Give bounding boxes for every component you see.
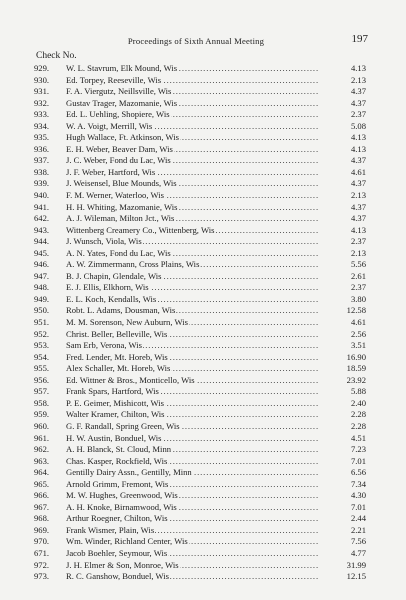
payee-name: A. H. Knoke, Birnamwood, Wis: [66, 501, 177, 512]
check-number: 932.: [34, 97, 50, 108]
payee-name: Ed. L. Uehling, Shopiere, Wis: [66, 109, 170, 120]
check-number: 963.: [34, 455, 50, 466]
list-item: [0, 98, 406, 110]
payee-name-cell: [66, 525, 318, 537]
check-number: 959.: [34, 409, 50, 420]
check-number: 936.: [34, 143, 50, 154]
payee-name-cell: [66, 86, 318, 98]
list-item: [0, 282, 406, 294]
check-number: 951.: [34, 317, 50, 328]
payee-name-cell: [66, 248, 318, 260]
payee-name: Jacob Boehler, Seymour, Wis: [66, 547, 168, 558]
amount: 12.58: [346, 305, 366, 316]
amount: 4.30: [350, 490, 366, 501]
payee-name: Ed. Torpey, Reeseville, Wis: [66, 74, 162, 85]
payee-name: E. J. Ellis, Elkhorn, Wis: [66, 282, 149, 293]
payee-name-cell: [66, 121, 318, 133]
payee-name: E. H. Weber, Beaver Dam, Wis: [66, 143, 173, 154]
payee-name-cell: [66, 317, 318, 329]
list-item: [0, 444, 406, 456]
check-number: 937.: [34, 155, 50, 166]
check-number: 966.: [34, 490, 50, 501]
payee-name: J. C. Weber, Fond du Lac, Wis: [66, 155, 171, 166]
check-number: 938.: [34, 166, 50, 177]
list-item: [0, 167, 406, 179]
payee-name: Sam Erb, Verona, Wis: [66, 340, 142, 351]
check-number: 945.: [34, 247, 50, 258]
amount: 3.80: [350, 293, 366, 304]
check-number: 967.: [34, 501, 50, 512]
payee-name-cell: [66, 363, 318, 375]
page-number: 197: [351, 33, 368, 45]
check-number: 948.: [34, 282, 50, 293]
amount: 18.59: [346, 363, 366, 374]
check-number: 941.: [34, 201, 50, 212]
check-number: 935.: [34, 132, 50, 143]
payee-name: W. A. Voigt, Merrill, Wis: [66, 120, 153, 131]
payee-name: R. C. Ganshow, Bonduel, Wis: [66, 571, 170, 582]
payee-name-cell: [66, 190, 318, 202]
check-number: 943.: [34, 224, 50, 235]
list-item: [0, 363, 406, 375]
payee-name: W. L. Stavrum, Elk Mound, Wis: [66, 63, 178, 73]
payee-name-cell: [66, 294, 318, 306]
payee-name-cell: [66, 548, 318, 560]
payee-name: Walter Kramer, Chilton, Wis: [66, 409, 165, 420]
list-item: [0, 502, 406, 514]
list-item: [0, 560, 406, 572]
amount: 4.37: [350, 201, 366, 212]
amount: 7.01: [350, 501, 366, 512]
list-item: [0, 421, 406, 433]
amount: 5.08: [350, 120, 366, 131]
list-item: [0, 75, 406, 87]
check-number: 931.: [34, 86, 50, 97]
list-item: [0, 525, 406, 537]
list-item: [0, 548, 406, 560]
payee-name: E. L. Koch, Kendalls, Wis: [66, 293, 157, 304]
check-number: 642.: [34, 213, 50, 224]
list-item: [0, 63, 406, 75]
list-item: [0, 398, 406, 410]
payee-name-cell: [66, 421, 318, 433]
check-number: 933.: [34, 109, 50, 120]
list-item: [0, 109, 406, 121]
payee-name: Arthur Roegner, Chilton, Wis: [66, 513, 168, 524]
payee-name-cell: [66, 202, 318, 214]
list-item: [0, 317, 406, 329]
check-number: 954.: [34, 351, 50, 362]
check-number: 940.: [34, 190, 50, 201]
list-item: [0, 236, 406, 248]
list-item: [0, 340, 406, 352]
amount: 2.13: [350, 74, 366, 85]
amount: 2.44: [350, 513, 366, 524]
payee-name-cell: [66, 444, 318, 456]
list-item: [0, 144, 406, 156]
amount: 16.90: [346, 351, 366, 362]
list-item: [0, 409, 406, 421]
amount: 2.37: [350, 109, 366, 120]
payee-name: J. Weisensel, Blue Mounds, Wis: [66, 178, 177, 189]
list-item: [0, 259, 406, 271]
amount: 4.37: [350, 178, 366, 189]
check-number: 961.: [34, 432, 50, 443]
payee-name-cell: [66, 178, 318, 190]
amount: 23.92: [346, 374, 366, 385]
list-item: [0, 202, 406, 214]
amount: 2.13: [350, 247, 366, 258]
payee-name: F. M. Werner, Waterloo, Wis: [66, 190, 164, 201]
list-item: [0, 571, 406, 583]
payee-name: Frank Wismer, Plain, Wis: [66, 524, 155, 535]
payee-name: B. J. Chapin, Glendale, Wis: [66, 270, 162, 281]
amount: 7.23: [350, 444, 366, 455]
list-item: [0, 513, 406, 525]
list-item: [0, 155, 406, 167]
amount: 5.56: [350, 259, 366, 270]
payee-name: A. N. Yates, Fond du Lac, Wis: [66, 247, 171, 258]
check-number: 970.: [34, 536, 50, 547]
check-number: 955.: [34, 363, 50, 374]
column-header-check-no: Check No.: [36, 51, 77, 61]
payee-name-cell: [66, 132, 318, 144]
payee-name: H. W. Austin, Bonduel, Wis: [66, 432, 162, 443]
amount: 4.61: [350, 317, 366, 328]
amount: 2.21: [350, 524, 366, 535]
payee-name: J. H. Elmer & Son, Monroe, Wis: [66, 559, 179, 570]
payee-name-cell: [66, 305, 318, 317]
list-item: [0, 329, 406, 341]
payee-name: Hugh Wallace, Ft. Atkinson, Wis: [66, 132, 179, 143]
list-item: [0, 536, 406, 548]
check-number: 965.: [34, 478, 50, 489]
payee-name: Ed. Wittner & Bros., Monticello, Wis: [66, 374, 195, 385]
payee-name: A. H. Blanck, St. Cloud, Minn: [66, 444, 172, 455]
amount: 2.40: [350, 397, 366, 408]
amount: 2.28: [350, 420, 366, 431]
payee-name-cell: [66, 213, 318, 225]
list-item: [0, 433, 406, 445]
list-item: [0, 132, 406, 144]
amount: 2.28: [350, 409, 366, 420]
payee-name-cell: [66, 259, 318, 271]
list-item: [0, 352, 406, 364]
payee-name: Chas. Kasper, Rockfield, Wis: [66, 455, 168, 466]
check-number: 952.: [34, 328, 50, 339]
check-number: 958.: [34, 397, 50, 408]
payee-name: A. J. Wileman, Milton Jct., Wis: [66, 213, 175, 224]
list-item: [0, 190, 406, 202]
list-item: [0, 305, 406, 317]
payee-name-cell: [66, 409, 318, 421]
payee-name: Arnold Grimm, Fremont, Wis: [66, 478, 169, 489]
amount: 4.37: [350, 86, 366, 97]
payee-name-cell: [66, 109, 318, 121]
amount: 4.13: [350, 224, 366, 235]
payee-name: F. A. Viergutz, Neillsville, Wis: [66, 86, 172, 97]
payee-name-cell: [66, 155, 318, 167]
amount: 12.15: [346, 571, 366, 582]
payee-name-cell: [66, 75, 318, 87]
check-number: 968.: [34, 513, 50, 524]
amount: 3.51: [350, 340, 366, 351]
check-number: 930.: [34, 74, 50, 85]
check-number: 929.: [34, 63, 50, 73]
amount: 7.56: [350, 536, 366, 547]
check-number: 671.: [34, 547, 50, 558]
amount: 2.37: [350, 282, 366, 293]
amount: 2.61: [350, 270, 366, 281]
check-number: 944.: [34, 236, 50, 247]
payee-name: G. F. Randall, Spring Green, Wis: [66, 420, 180, 431]
payee-name: Christ. Beller, Belleville, Wis: [66, 328, 168, 339]
payee-name-cell: [66, 340, 318, 352]
list-item: [0, 86, 406, 98]
amount: 2.13: [350, 190, 366, 201]
payee-name: H. H. Whiting, Mazomanie, Wis: [66, 201, 178, 212]
payee-name-cell: [66, 502, 318, 514]
list-item: [0, 213, 406, 225]
payee-name-cell: [66, 225, 318, 237]
check-number: 962.: [34, 444, 50, 455]
amount: 4.13: [350, 63, 366, 73]
payee-name: Wittenberg Creamery Co., Wittenberg, Wis: [66, 224, 215, 235]
amount: 4.77: [350, 547, 366, 558]
amount: 4.37: [350, 155, 366, 166]
check-number: 946.: [34, 259, 50, 270]
check-number: 953.: [34, 340, 50, 351]
payee-name-cell: [66, 386, 318, 398]
payee-name-cell: [66, 490, 318, 502]
running-title: Proceedings of Sixth Annual Meeting: [127, 36, 265, 46]
payee-name-cell: [66, 236, 318, 248]
check-number: 934.: [34, 120, 50, 131]
payee-name-cell: [66, 63, 318, 75]
list-item: [0, 248, 406, 260]
payee-name: Robt. L. Adams, Dousman, Wis: [66, 305, 176, 316]
amount: 2.56: [350, 328, 366, 339]
payee-name: A. W. Zimmermann, Cross Plains, Wis: [66, 259, 200, 270]
payee-name: Alex Schaller, Mt. Horeb, Wis: [66, 363, 171, 374]
payee-name: Frank Spars, Hartford, Wis: [66, 386, 159, 397]
amount: 7.34: [350, 478, 366, 489]
amount: 5.88: [350, 386, 366, 397]
check-number: 969.: [34, 524, 50, 535]
check-number: 960.: [34, 420, 50, 431]
payee-name-cell: [66, 479, 318, 491]
list-item: [0, 456, 406, 468]
payee-name-cell: [66, 398, 318, 410]
list-item: [0, 375, 406, 387]
amount: 31.99: [346, 559, 366, 570]
list-item: [0, 121, 406, 133]
amount: 4.37: [350, 213, 366, 224]
payee-name: Gustav Trager, Mazomanie, Wis: [66, 97, 178, 108]
payee-name: Wm. Winder, Richland Center, Wis: [66, 536, 188, 547]
payee-name-cell: [66, 560, 318, 572]
payee-name-cell: [66, 536, 318, 548]
amount: 4.13: [350, 143, 366, 154]
list-item: [0, 271, 406, 283]
list-item: [0, 178, 406, 190]
amount: 4.37: [350, 97, 366, 108]
list-item: [0, 386, 406, 398]
amount: 7.01: [350, 455, 366, 466]
payee-name-cell: [66, 329, 318, 341]
payee-name-cell: [66, 352, 318, 364]
payee-name: P. E. Geimer, Mishicott, Wis: [66, 397, 164, 408]
check-number: 949.: [34, 293, 50, 304]
payee-name-cell: [66, 571, 318, 583]
amount: 4.51: [350, 432, 366, 443]
payee-name: Fred. Lender, Mt. Horeb, Wis: [66, 351, 168, 362]
payee-name-cell: [66, 98, 318, 110]
check-number: 947.: [34, 270, 50, 281]
check-number: 957.: [34, 386, 50, 397]
list-item: [0, 490, 406, 502]
payee-name-cell: [66, 513, 318, 525]
list-item: [0, 467, 406, 479]
check-number: 950.: [34, 305, 50, 316]
payee-name-cell: [66, 433, 318, 445]
payee-name: M. M. Sorenson, New Auburn, Wis: [66, 317, 188, 328]
check-number: 973.: [34, 571, 50, 582]
amount: 4.61: [350, 166, 366, 177]
payee-name: J. Wunsch, Viola, Wis: [66, 236, 142, 247]
amount: 6.56: [350, 467, 366, 478]
check-number: 956.: [34, 374, 50, 385]
check-number: 939.: [34, 178, 50, 189]
payee-name: J. F. Weber, Hartford, Wis: [66, 166, 156, 177]
payee-name: M. W. Hughes, Greenwood, Wis: [66, 490, 178, 501]
list-item: [0, 479, 406, 491]
amount: 2.37: [350, 236, 366, 247]
payee-name-cell: [66, 467, 318, 479]
check-number: 972.: [34, 559, 50, 570]
check-number: 964.: [34, 467, 50, 478]
payee-name-cell: [66, 282, 318, 294]
list-item: [0, 225, 406, 237]
payee-name-cell: [66, 456, 318, 468]
payee-name: Gentilly Dairy Assn., Gentilly, Minn: [66, 467, 192, 478]
list-item: [0, 294, 406, 306]
payee-name-cell: [66, 271, 318, 283]
amount: 4.13: [350, 132, 366, 143]
payee-name-cell: [66, 167, 318, 179]
payee-name-cell: [66, 375, 318, 387]
check-list: [0, 63, 406, 583]
payee-name-cell: [66, 144, 318, 156]
